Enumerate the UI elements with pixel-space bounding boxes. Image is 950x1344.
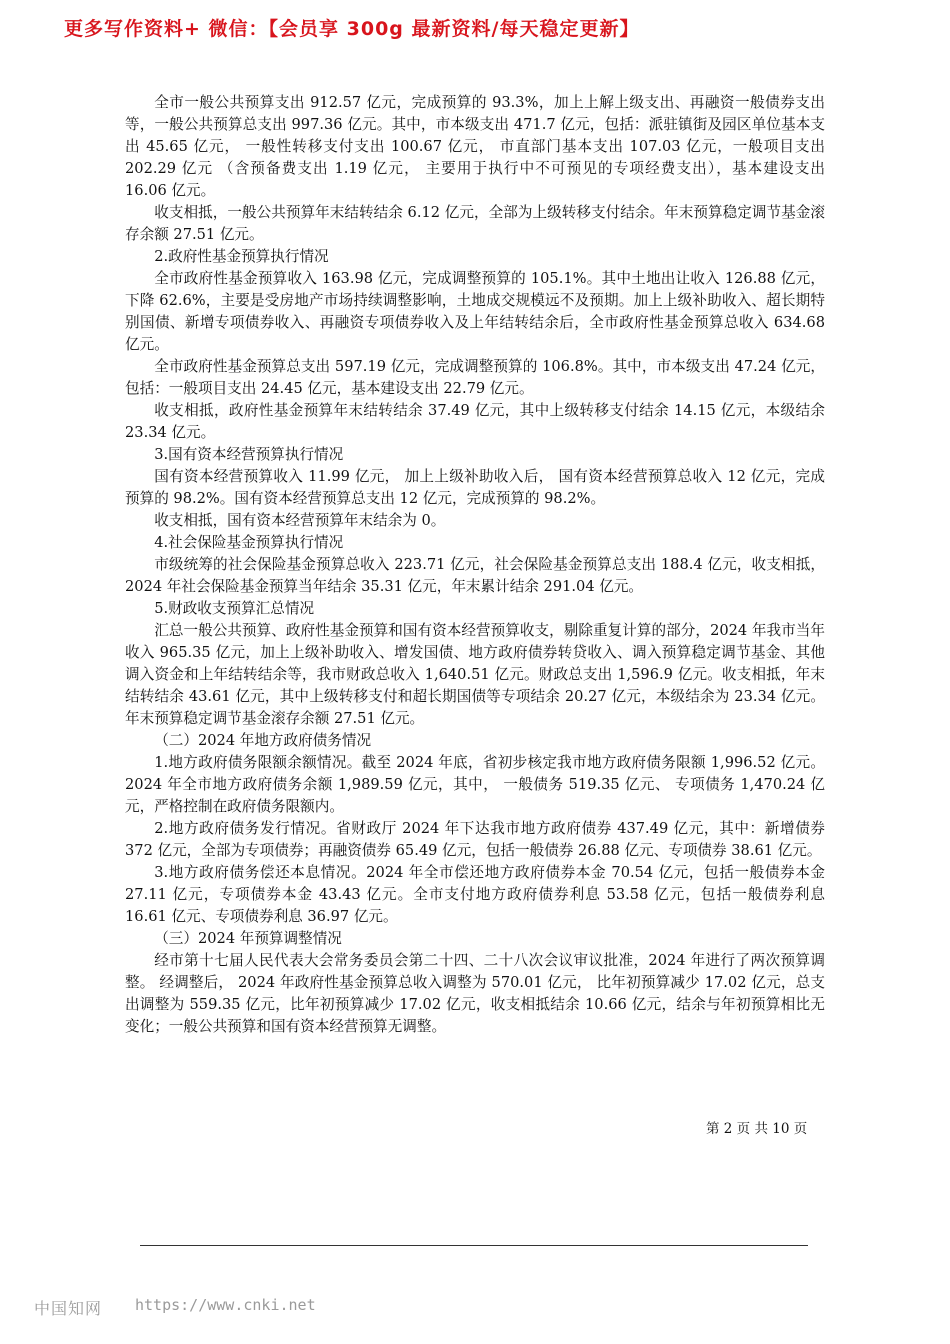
- paragraph: 收支相抵，一般公共预算年末结转结余 6.12 亿元，全部为上级转移支付结余。年末预算稳定调节基金滚存余额 27.51 亿元。: [125, 204, 825, 243]
- paragraph: 市级统筹的社会保险基金预算总收入 223.71 亿元，社会保险基金预算总支出 188.4 亿元，收支相抵，2024 年社会保险基金预算当年结余 35.31 亿元，年末累计结余 291.04 亿元。: [125, 556, 825, 595]
- paragraph: 收支相抵，国有资本经营预算年末结余为 0。: [154, 512, 446, 529]
- paragraph: 1.地方政府债务限额余额情况。截至 2024 年底，省初步核定我市地方政府债务限额 1,996.52 亿元。 2024 年全市地方政府债务余额 1,989.59 亿元，其中， 一般债务 519.35 亿元、 专项债务 1,470.24 亿元，严格控制在政府债务限额内。: [125, 754, 825, 815]
- section-heading: 2.政府性基金预算执行情况: [154, 248, 329, 265]
- watermark-url: https://www.cnki.net: [135, 1296, 316, 1314]
- document-body: [125, 92, 825, 1038]
- paragraph: 收支相抵，政府性基金预算年末结转结余 37.49 亿元，其中上级转移支付结余 14.15 亿元，本级结余 23.34 亿元。: [125, 402, 825, 441]
- paragraph: 汇总一般公共预算、政府性基金预算和国有资本经营预算收支，剔除重复计算的部分，2024 年我市当年收入 965.35 亿元，加上上级补助收入、增发国债、地方政府债券转贷收入、调入预算稳定调节基金、其他调入资金和上年结转结余等，我市财政总收入 1,640.51 亿元。财政总支出 1,596.9 亿元。收支相抵，年末结转结余 43.61 亿元，其中上级转移支付和超长期国债等专项结余 20.27 亿元，本级结余为 23.34 亿元。年末预算稳定调节基金滚存余额 27.51 亿元。: [125, 622, 825, 727]
- paragraph: 全市政府性基金预算收入 163.98 亿元，完成调整预算的 105.1%。其中土地出让收入 126.88 亿元，下降 62.6%，主要是受房地产市场持续调整影响，土地成交规模远不及预期。加上上级补助收入、超长期特别国债、新增专项债券收入、再融资专项债券收入及上年结转结余后，全市政府性基金预算总收入 634.68 亿元。: [125, 270, 825, 353]
- paragraph: 国有资本经营预算收入 11.99 亿元， 加上上级补助收入后， 国有资本经营预算总收入 12 亿元，完成预算的 98.2%。国有资本经营预算总支出 12 亿元，完成预算的 98.2%。: [125, 468, 825, 507]
- paragraph: 经市第十七届人民代表大会常务委员会第二十四、二十八次会议审议批准，2024 年进行了两次预算调整。 经调整后， 2024 年政府性基金预算总收入调整为 570.01 亿元， 比年初预算减少 17.02 亿元，总支出调整为 559.35 亿元，比年初预算减少 17.02 亿元，收支相抵结余 10.66 亿元，结余与年初预算相比无变化；一般公共预算和国有资本经营预算无调整。: [125, 952, 825, 1035]
- section-heading: （三）2024 年预算调整情况: [154, 930, 342, 947]
- watermark-site-name: 中国知网: [34, 1299, 103, 1318]
- paragraph: 2.地方政府债务发行情况。省财政厅 2024 年下达我市地方政府债券 437.49 亿元，其中：新增债券 372 亿元，全部为专项债券；再融资债券 65.49 亿元，包括一般债券 26.88 亿元、专项债券 38.61 亿元。: [125, 820, 825, 859]
- paragraph: 3.地方政府债务偿还本息情况。2024 年全市偿还地方政府债券本金 70.54 亿元，包括一般债券本金 27.11 亿元，专项债券本金 43.43 亿元。全市支付地方政府债券利息 53.58 亿元，包括一般债券利息 16.61 亿元、专项债券利息 36.97 亿元。: [125, 864, 825, 925]
- section-heading: 4.社会保险基金预算执行情况: [154, 534, 344, 551]
- section-heading: 3.国有资本经营预算执行情况: [154, 446, 344, 463]
- paragraph: 全市政府性基金预算总支出 597.19 亿元，完成调整预算的 106.8%。其中，市本级支出 47.24 亿元，包括：一般项目支出 24.45 亿元，基本建设支出 22.79 亿元。: [125, 358, 825, 397]
- paragraph: 全市一般公共预算支出 912.57 亿元，完成预算的 93.3%，加上上解上级支出、再融资一般债券支出等，一般公共预算总支出 997.36 亿元。其中，市本级支出 471.7 亿元，包括：派驻镇街及园区单位基本支出 45.65 亿元， 一般性转移支付支出 100.67 亿元， 市直部门基本支出 107.03 亿元，一般项目支出 202.29 亿元 （含预备费支出 1.19 亿元， 主要用于执行中不可预见的专项经费支出），基本建设支出 16.06 亿元。: [125, 94, 825, 199]
- footer-divider: [140, 1245, 808, 1246]
- section-heading: （二）2024 年地方政府债务情况: [154, 732, 372, 749]
- section-heading: 5.财政收支预算汇总情况: [154, 600, 315, 617]
- page-number: 第 2 页 共 10 页: [706, 1121, 808, 1137]
- promo-banner: 更多写作资料+ 微信：【会员享 300g 最新资料/每天稳定更新】: [64, 18, 640, 40]
